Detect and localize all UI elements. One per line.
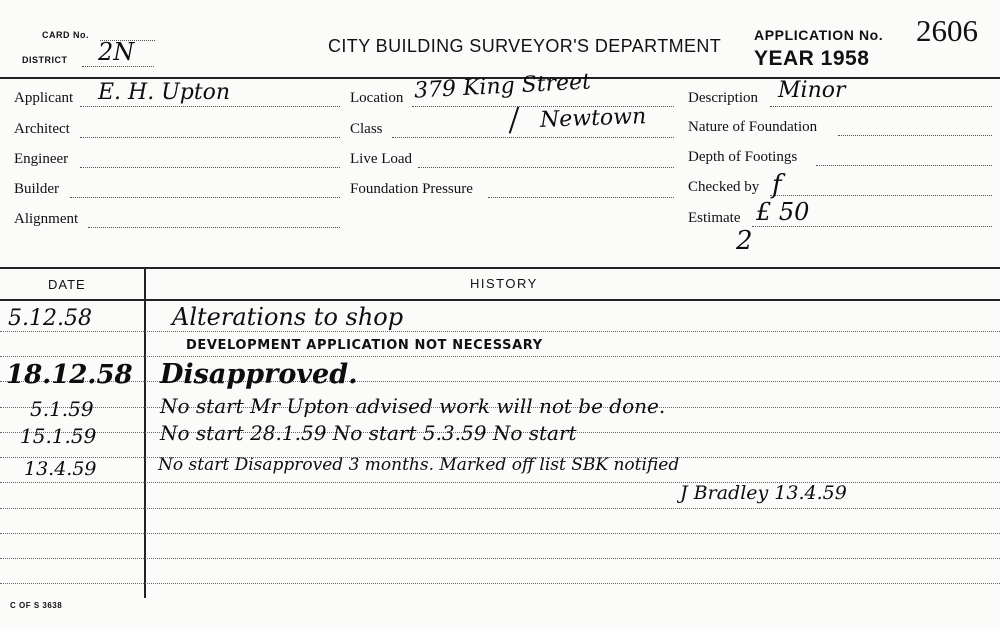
year-label: YEAR 1958 [754, 47, 870, 70]
nature-of-foundation-line [838, 135, 992, 136]
builder-label: Builder [14, 181, 59, 197]
history-date: 5.12.58 [8, 306, 92, 331]
applicant-value: E. H. Upton [98, 80, 231, 105]
history-text: No start 28.1.59 No start 5.3.59 No start [160, 421, 577, 445]
checked-by-line [770, 195, 992, 196]
alignment-line [88, 227, 340, 228]
estimate-line [752, 226, 992, 227]
history-date: 13.4.59 [24, 458, 97, 480]
description-line [770, 106, 992, 107]
history-text: Alterations to shop [172, 303, 404, 331]
history-rule [0, 583, 1000, 584]
engineer-label: Engineer [14, 151, 69, 167]
history-rule [0, 508, 1000, 509]
location-bracket [509, 106, 520, 133]
location-value-2: Newtown [539, 104, 647, 133]
estimate-label: Estimate [688, 210, 741, 226]
alignment-label: Alignment [14, 211, 79, 227]
depth-of-footings-line [816, 165, 992, 166]
checked-by-value: f [772, 170, 782, 200]
history-rule [0, 533, 1000, 534]
development-stamp: DEVELOPMENT APPLICATION NOT NECESSARY [186, 338, 543, 353]
nature-of-foundation-label: Nature of Foundation [688, 119, 818, 135]
history-top-rule [0, 267, 1000, 269]
depth-of-footings-label: Depth of Footings [688, 149, 798, 165]
district-value: 2N [98, 38, 135, 66]
history-text: No start Disapproved 3 months. Marked off list SBK notified [158, 455, 680, 475]
location-value-1: 379 King Street [413, 69, 592, 104]
engineer-line [80, 167, 340, 168]
estimate-note: 2 [736, 226, 753, 256]
foundation-pressure-line [488, 197, 674, 198]
applicant-label: Applicant [14, 90, 74, 106]
builder-line [70, 197, 340, 198]
history-rule [0, 482, 1000, 483]
date-header: DATE [48, 277, 86, 292]
history-rule [0, 381, 1000, 382]
application-no-label: APPLICATION No. [754, 27, 884, 43]
class-label: Class [350, 121, 383, 137]
application-no: 2606 [916, 13, 978, 48]
department-title: CITY BUILDING SURVEYOR'S DEPARTMENT [328, 36, 722, 56]
applicant-line [80, 106, 340, 107]
history-date: 15.1.59 [20, 424, 97, 448]
description-value: Minor [778, 78, 846, 103]
history-header-rule [0, 299, 1000, 301]
foundation-pressure-label: Foundation Pressure [350, 181, 473, 197]
history-header: HISTORY [470, 276, 538, 291]
description-label: Description [688, 90, 758, 106]
architect-label: Architect [14, 121, 70, 137]
district-line [82, 66, 154, 67]
checked-by-label: Checked by [688, 179, 760, 195]
live-load-label: Live Load [350, 151, 413, 167]
estimate-value: £ 50 [756, 198, 810, 226]
history-date: 5.1.59 [30, 397, 94, 421]
district-label: DISTRICT [22, 55, 68, 65]
class-line [392, 137, 674, 138]
date-column-divider [144, 268, 146, 598]
location-label: Location [350, 90, 404, 106]
architect-line [80, 137, 340, 138]
live-load-line [418, 167, 674, 168]
history-rule [0, 331, 1000, 332]
history-rule [0, 558, 1000, 559]
card-no-label: CARD No. [42, 30, 89, 40]
history-text: Disapproved. [160, 359, 358, 390]
history-date: 18.12.58 [6, 360, 133, 390]
history-rule [0, 356, 1000, 357]
form-code: C OF S 3638 [10, 601, 63, 610]
history-text: No start Mr Upton advised work will not be done. [160, 394, 666, 418]
signature-line: J Bradley 13.4.59 [680, 482, 847, 504]
